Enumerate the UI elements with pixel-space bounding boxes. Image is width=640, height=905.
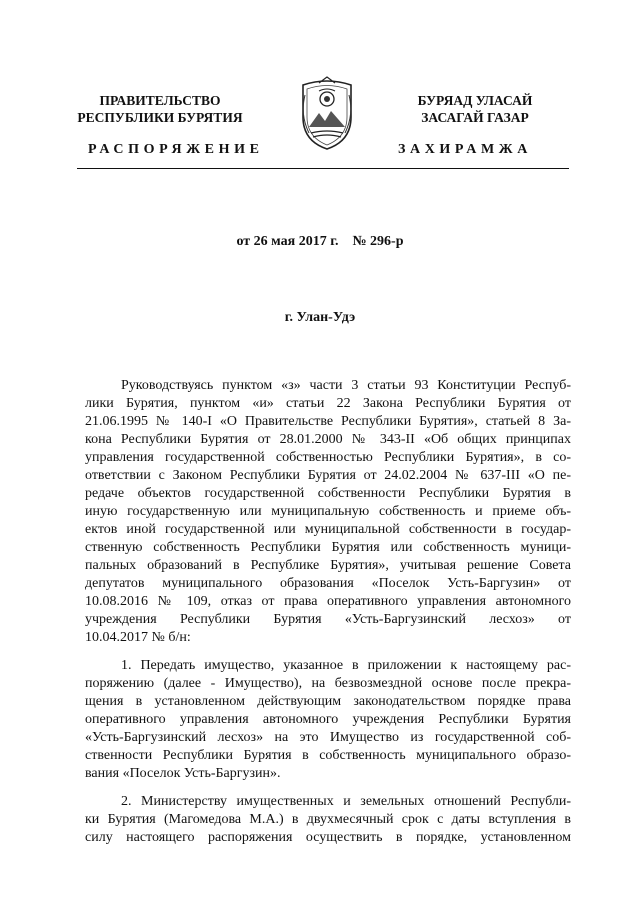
text-line: 2. Министерству имущественных и земельных отношений Республи- [121, 794, 571, 809]
document-city: г. Улан-Удэ [284, 310, 356, 325]
text-line: иную государственную или муниципальную собственность и приеме объ- [85, 504, 571, 519]
coat-of-arms-of-buryatia-icon [297, 75, 357, 153]
text-line: лики Бурятия, пунктом «и» статьи 22 Закона Республики Бурятия от [85, 396, 571, 411]
text-line: оперативного управления автономного учреждения Республики Бурятия [85, 712, 571, 727]
text-line: поряжению (далее - Имущество), на безвозмездной основе после прекра- [85, 676, 571, 691]
header-left-line-2: РЕСПУБЛИКИ БУРЯТИЯ [77, 110, 243, 125]
text-line: кона Республики Бурятия от 28.01.2000 № 343-II «Об общих принципах [85, 432, 571, 447]
text-line: пальных образований в Республике Бурятия», учитывая решение Совета [85, 558, 571, 573]
header-right-line-2: ЗАСАГАЙ ГАЗАР [421, 110, 529, 125]
text-line: редаче объектов государственной собственности Республики Бурятия в [85, 486, 571, 501]
text-line: ответствии с Законом Республики Бурятия от 24.02.2004 № 637-III «О пе- [85, 468, 571, 483]
header-divider [77, 168, 569, 169]
text-line: депутатов муниципального образования «Поселок Усть-Баргузин» от [85, 576, 571, 591]
header-left-ru [50, 92, 270, 126]
doctype-right: ЗАХИРАМЖА [398, 142, 532, 157]
text-line: 10.08.2016 № 109, отказ от права оперативного управления автономного [85, 594, 571, 609]
text-line: учреждения Республики Бурятия «Усть-Баргузинский лесхоз» от [85, 612, 571, 627]
text-line: 10.04.2017 № б/н: [85, 630, 191, 645]
text-line: ектов иной государственной или муниципальной собственности в государ- [85, 522, 571, 537]
header-right-line-1: БУРЯАД УЛАСАЙ [417, 93, 533, 108]
text-line: 21.06.1995 № 140-I «О Правительстве Республики Бурятия», статьей 8 За- [85, 414, 571, 429]
text-line: ственную собственность Республики Бурятия или собственность муници- [85, 540, 571, 555]
document-date-number: от 26 мая 2017 г. № 296-р [236, 234, 404, 249]
paragraph-preamble [85, 377, 571, 647]
paragraph-item-1 [85, 657, 571, 783]
text-line: вания «Поселок Усть-Баргузин». [85, 766, 281, 781]
header-left-line-1: ПРАВИТЕЛЬСТВО [99, 93, 221, 108]
header-right-bua [365, 92, 585, 126]
text-line: «Усть-Баргузинский лесхоз» на это Имущество из государственной соб- [85, 730, 571, 745]
text-line: 1. Передать имущество, указанное в приложении к настоящему рас- [121, 658, 571, 673]
text-line: Руководствуясь пунктом «з» части 3 статьи 93 Конституции Респуб- [121, 378, 571, 393]
text-line: ки Бурятия (Магомедова М.А.) в двухмесячный срок с даты вступления в [85, 812, 571, 827]
text-line: щения в установленном действующим законодательством порядке права [85, 694, 571, 709]
text-line: управления государственной собственностью Республики Бурятия», в со- [85, 450, 571, 465]
text-line: ственности Республики Бурятия в собственность муниципального образо- [85, 748, 571, 763]
text-line: силу настоящего распоряжения осуществить в порядке, установленном [85, 830, 571, 845]
doctype-left: РАСПОРЯЖЕНИЕ [88, 142, 264, 157]
paragraph-item-2 [85, 793, 571, 847]
